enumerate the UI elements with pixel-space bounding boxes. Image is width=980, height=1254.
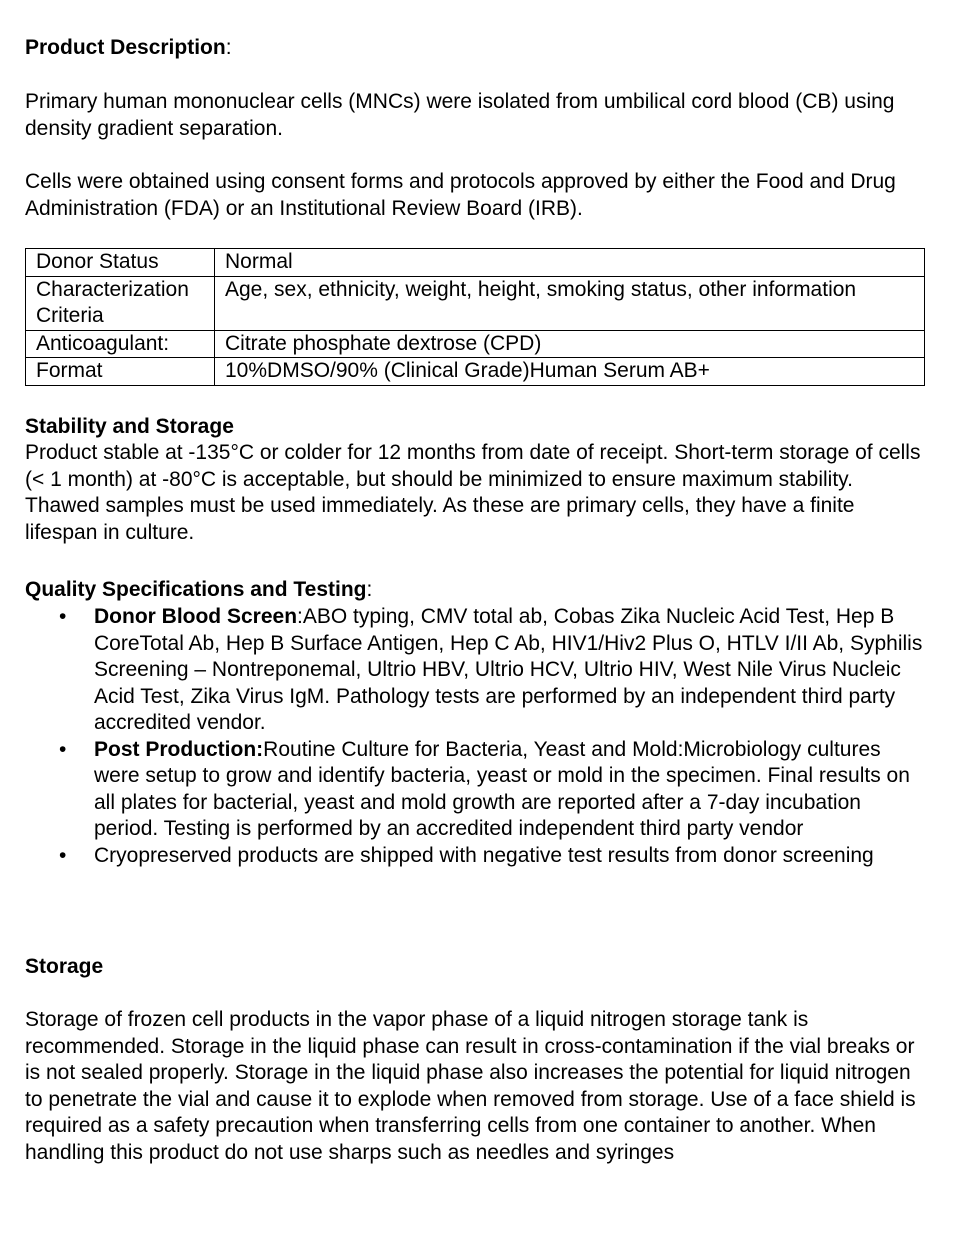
list-item: • Post Production:Routine Culture for Bacteria, Yeast and Mold:Microbiology cultures were setup to grow and identify bacteria, yeast or mold in the specimen. Final results on all plates for bacterial, yeast and mold growth are reported after a 7-day incubation period. Testing is performed by an accredited independent third party vendor [59, 737, 910, 840]
table-row: Format 10%DMSO/90% (Clinical Grade)Human Serum AB+ [26, 358, 925, 386]
donor-info-table [25, 248, 930, 386]
list-item: • Cryopreserved products are shipped with negative test results from donor screening [25, 843, 930, 870]
bullet-icon: • [59, 737, 67, 761]
list-item: • Donor Blood Screen:ABO typing, CMV total ab, Cobas Zika Nucleic Acid Test, Hep B CoreTotal Ab, Hep B Surface Antigen, Hep C Ab, HIV1/Hiv2 Plus O, HTLV I/II Ab, Syphilis Screening – Nontreponemal, Ultrio HBV, Ultrio HCV, Ultrio HIV, West Nile Virus Nucleic Acid Test, Zika Virus IgM. Pathology tests are performed by an independent third party accredited vendor. [59, 605, 923, 734]
description-paragraph: Primary human mononuclear cells (MNCs) were isolated from umbilical cord blood (CB) using density gradient separation. [25, 90, 895, 140]
stability-paragraph: Product stable at -135°C or colder for 12 months from date of receipt. Short-term storage of cells (< 1 month) at -80°C is acceptable, but should be minimized to ensure maximum stability. Thawed samples must be used immediately. As these are primary cells, they have a finite lifespan in culture. [25, 441, 921, 544]
quality-heading: Quality Specifications and Testing: [25, 578, 373, 601]
table-row: Anticoagulant: Citrate phosphate dextrose (CPD) [26, 330, 925, 358]
bullet-icon: • [59, 843, 67, 867]
product-description-heading: Product Description: [25, 36, 232, 59]
consent-paragraph: Cells were obtained using consent forms and protocols approved by either the Food and Drug Administration (FDA) or an Institutional Review Board (IRB). [25, 170, 896, 220]
stability-heading: Stability and Storage [25, 415, 234, 438]
table-row: Donor Status Normal [26, 249, 925, 277]
quality-bullet-list [25, 604, 930, 869]
table-row: Characterization Criteria Age, sex, ethnicity, weight, height, smoking status, other information [26, 276, 925, 330]
bullet-icon: • [59, 605, 67, 628]
storage-paragraph: Storage of frozen cell products in the vapor phase of a liquid nitrogen storage tank is recommended. Storage in the liquid phase can result in cross-contamination if the vial breaks or is not sealed properly. Storage in the liquid phase also increases the potential for liquid nitrogen to penetrate the vial and cause it to explode when removed from storage. Use of a face shield is required as a safety precaution when transferring cells from one container to another. When handling this product do not use sharps such as needles and syringes [25, 1008, 916, 1164]
storage-heading: Storage [25, 955, 104, 978]
